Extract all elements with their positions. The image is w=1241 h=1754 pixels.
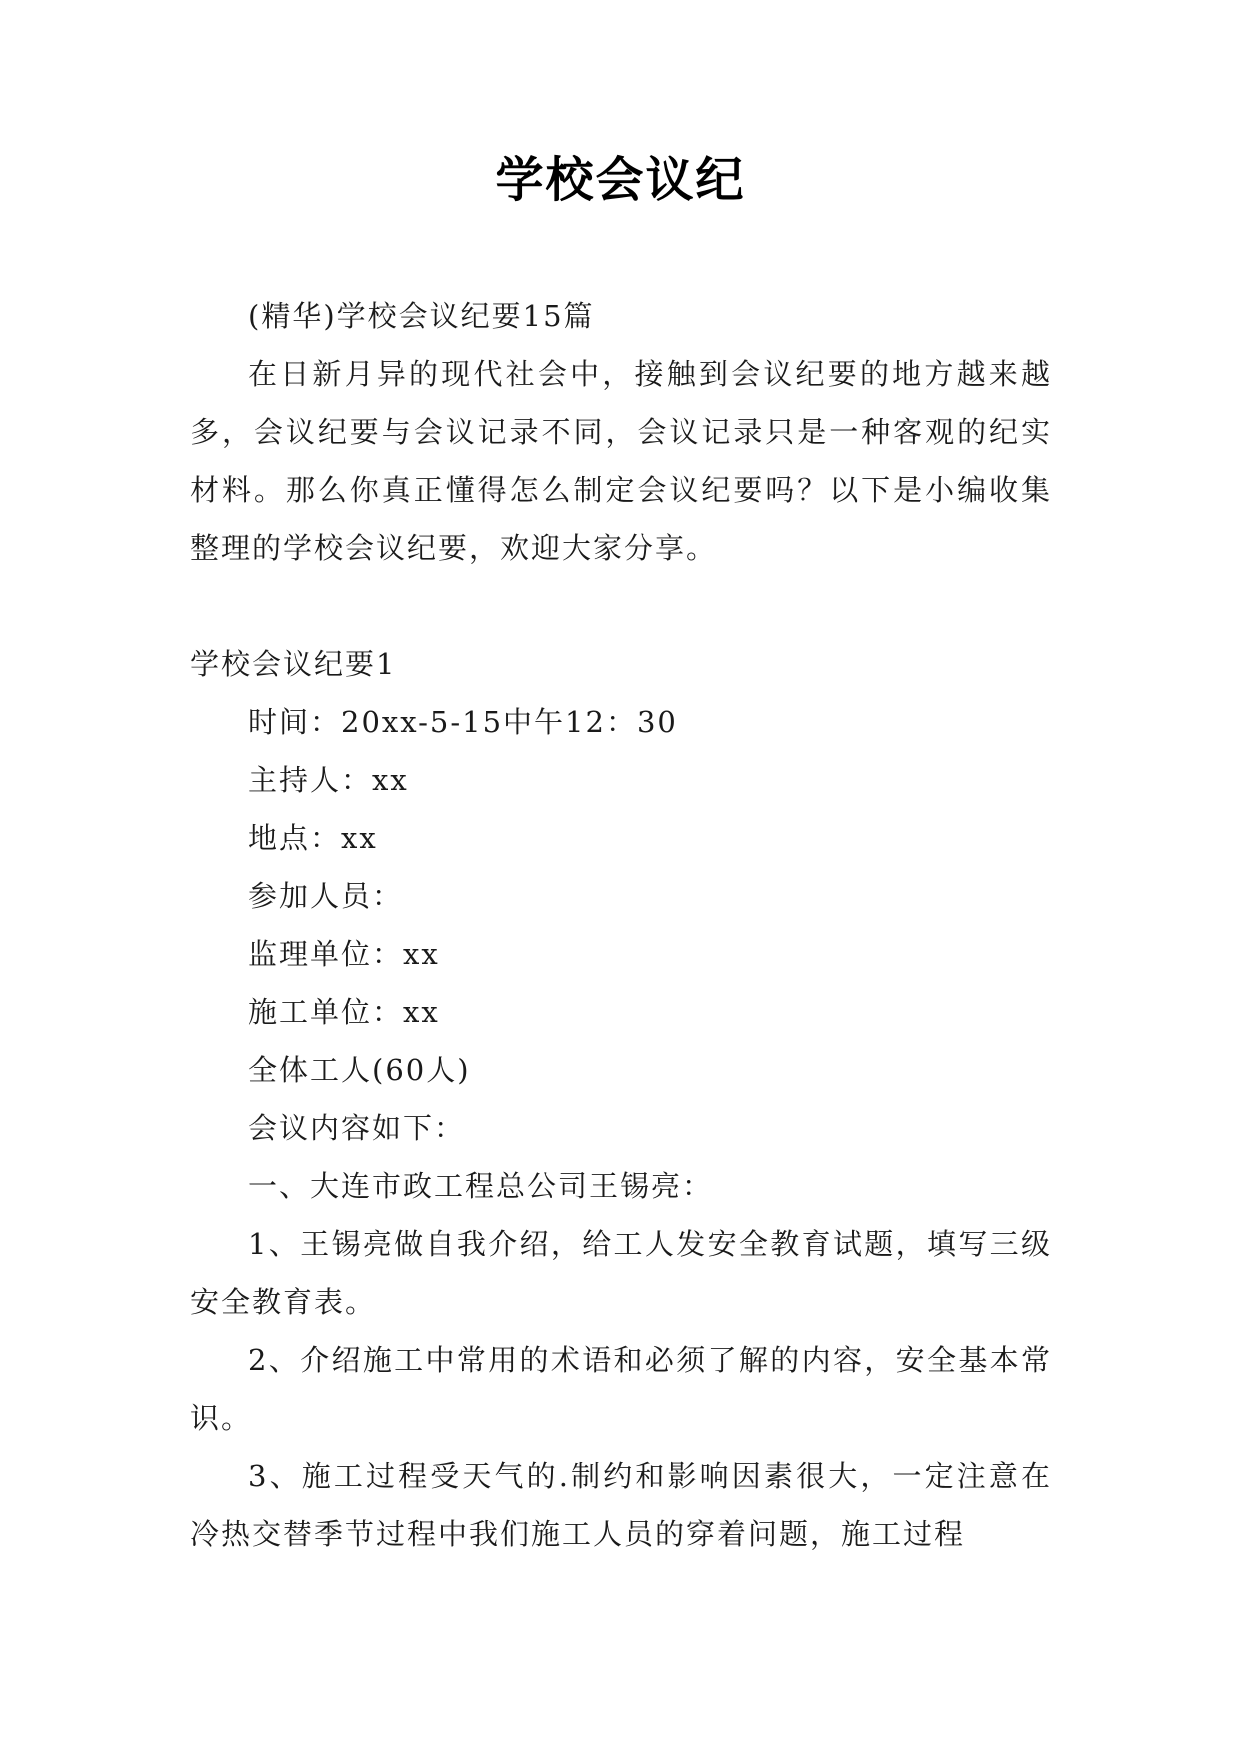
intro-paragraph: 在日新月异的现代社会中，接触到会议纪要的地方越来越多，会议纪要与会议记录不同，会议记录只是一种客观的纪实材料。那么你真正懂得怎么制定会议纪要吗？以下是小编收集整理的学校会议纪要，欢迎大家分享。 xyxy=(190,357,1052,565)
content-item-1: 1、王锡亮做自我介绍，给工人发安全教育试题，填写三级安全教育表。 xyxy=(190,1227,1052,1319)
meeting-content-label: 会议内容如下： xyxy=(248,1111,466,1145)
document-subtitle: (精华)学校会议纪要15篇 xyxy=(248,299,595,333)
meeting-host: 主持人：xx xyxy=(248,763,409,797)
construction-unit: 施工单位：xx xyxy=(248,995,440,1029)
section-spacer xyxy=(190,577,1052,635)
document-body xyxy=(190,287,1052,1563)
meeting-attendees-label: 参加人员： xyxy=(248,879,404,913)
meeting-location: 地点：xx xyxy=(248,821,378,855)
supervision-unit: 监理单位：xx xyxy=(248,937,440,971)
content-item-heading: 一、大连市政工程总公司王锡亮： xyxy=(248,1169,714,1203)
document-title: 学校会议纪 xyxy=(495,152,746,208)
content-item-2: 2、介绍施工中常用的术语和必须了解的内容，安全基本常识。 xyxy=(190,1343,1052,1435)
content-item-3: 3、施工过程受天气的.制约和影响因素很大，一定注意在冷热交替季节过程中我们施工人员的穿着问题，施工过程 xyxy=(190,1459,1052,1551)
meeting-time: 时间：20xx-5-15中午12：30 xyxy=(248,705,678,739)
section-heading: 学校会议纪要1 xyxy=(190,647,397,681)
all-workers: 全体工人(60人) xyxy=(248,1053,471,1087)
